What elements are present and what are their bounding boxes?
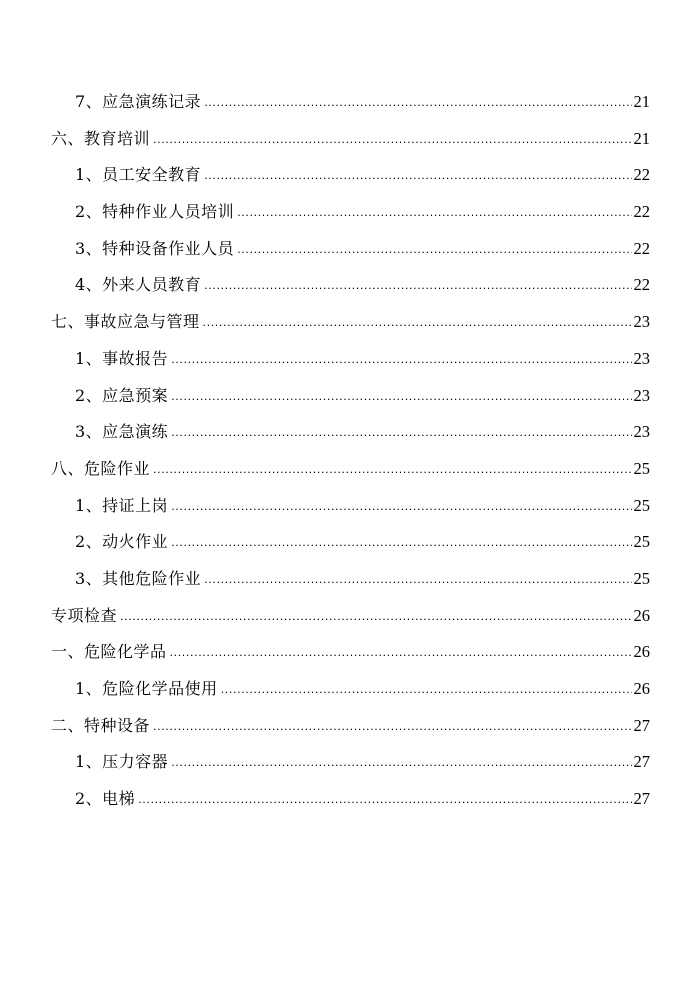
toc-entry-title: 3、特种设备作业人员	[75, 238, 235, 258]
toc-entry-page: 23	[633, 385, 650, 405]
toc-entry[interactable]	[0, 561, 700, 598]
dot-leader	[171, 745, 631, 782]
toc-entry-title: 六、教育培训	[51, 128, 151, 148]
dot-leader	[221, 672, 632, 709]
dot-leader	[170, 635, 632, 672]
toc-entry-title: 7、应急演练记录	[75, 92, 202, 111]
toc-entry-title: 专项检查	[51, 605, 118, 625]
toc-entry[interactable]	[0, 524, 700, 561]
dot-leader	[171, 342, 631, 379]
dot-leader	[204, 268, 631, 305]
toc-entry-title: 1、持证上岗	[75, 495, 169, 515]
toc-entry-page: 23	[633, 422, 650, 442]
dot-leader	[203, 305, 632, 342]
toc-entry[interactable]	[0, 781, 700, 818]
toc-entry[interactable]	[0, 304, 700, 341]
toc-entry-page: 27	[633, 789, 650, 809]
dot-leader	[153, 452, 631, 489]
toc-entry-page: 22	[633, 165, 650, 185]
dot-leader	[204, 158, 631, 195]
toc-entry-page: 22	[633, 238, 650, 258]
toc-entry-title: 2、应急预案	[75, 385, 169, 405]
toc-entry-page: 26	[633, 679, 650, 698]
toc-entry[interactable]	[0, 157, 700, 194]
dot-leader	[237, 232, 631, 269]
dot-leader	[120, 599, 631, 636]
toc-entry-title: 2、动火作业	[75, 532, 169, 552]
toc-entry[interactable]	[0, 341, 700, 378]
toc-entry-title: 3、应急演练	[75, 422, 169, 442]
toc-entry[interactable]	[0, 671, 700, 708]
toc-entry[interactable]	[0, 231, 700, 268]
toc-entry[interactable]	[0, 414, 700, 451]
dot-leader	[138, 782, 631, 819]
toc-entry-page: 27	[633, 752, 650, 772]
toc-entry-title: 八、危险作业	[51, 458, 151, 478]
toc-entry-title: 1、员工安全教育	[75, 165, 202, 185]
toc-entry-page: 22	[633, 275, 650, 295]
toc-entry[interactable]	[0, 488, 700, 525]
toc-entry-page: 23	[633, 348, 650, 368]
toc-entry[interactable]	[0, 194, 700, 231]
toc-entry[interactable]	[0, 378, 700, 415]
toc-entry-title: 1、危险化学品使用	[75, 679, 218, 698]
dot-leader	[171, 415, 631, 452]
toc-entry[interactable]	[0, 451, 700, 488]
toc-entry-title: 二、特种设备	[51, 715, 151, 735]
toc-entry-page: 25	[633, 532, 650, 552]
dot-leader	[171, 489, 631, 526]
toc-entry-title: 1、压力容器	[75, 752, 169, 772]
toc-entry-title: 七、事故应急与管理	[51, 312, 200, 332]
toc-entry[interactable]	[0, 634, 700, 671]
toc-entry-page: 22	[633, 202, 650, 222]
toc-entry-title: 2、特种作业人员培训	[75, 202, 235, 222]
dot-leader	[171, 379, 631, 416]
toc-entry-title: 3、其他危险作业	[75, 568, 202, 588]
toc-entry-page: 27	[633, 715, 650, 735]
toc-entry[interactable]	[0, 708, 700, 745]
toc-entry-page: 26	[633, 605, 650, 625]
toc-entry-page: 21	[633, 128, 650, 148]
toc-entry[interactable]	[0, 598, 700, 635]
toc-entry-title: 2、电梯	[75, 789, 136, 809]
toc-entry-title: 4、外来人员教育	[75, 275, 202, 295]
toc-entry[interactable]	[0, 84, 700, 121]
toc-entry-page: 25	[633, 458, 650, 478]
toc-entry-page: 25	[633, 495, 650, 515]
dot-leader	[153, 122, 631, 159]
toc-entry-page: 23	[633, 312, 650, 332]
table-of-contents	[0, 84, 700, 818]
toc-entry[interactable]	[0, 121, 700, 158]
toc-entry-page: 25	[633, 568, 650, 588]
toc-entry[interactable]	[0, 744, 700, 781]
dot-leader	[153, 709, 631, 746]
toc-entry-title: 一、危险化学品	[51, 642, 167, 662]
dot-leader	[237, 195, 631, 232]
toc-entry-title: 1、事故报告	[75, 348, 169, 368]
toc-entry-page: 21	[633, 92, 650, 111]
toc-entry[interactable]	[0, 267, 700, 304]
dot-leader	[204, 562, 631, 599]
dot-leader	[171, 525, 631, 562]
dot-leader	[204, 85, 631, 122]
toc-entry-page: 26	[633, 642, 650, 662]
